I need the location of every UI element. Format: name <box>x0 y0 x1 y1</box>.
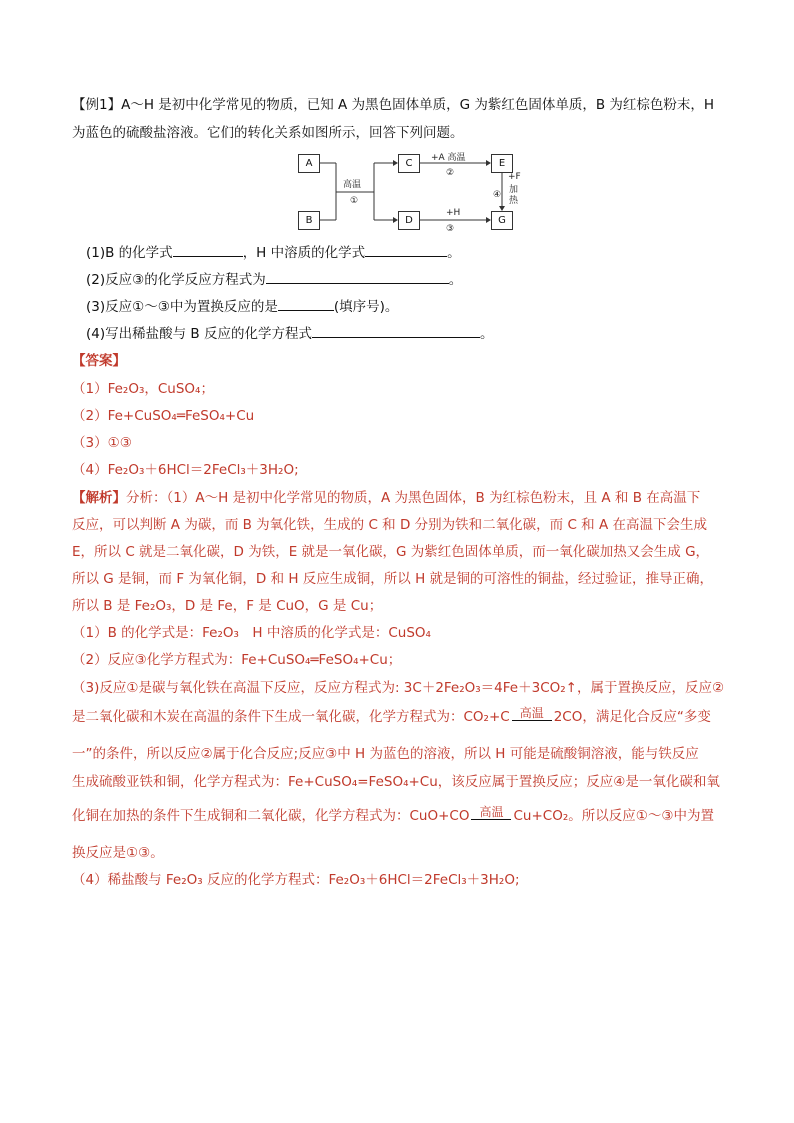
answer-blank-3[interactable] <box>278 297 334 311</box>
analysis-step-3d: 生成硫酸亚铁和铜，化学方程式为：Fe+CuSO₄=FeSO₄+Cu，该反应属于置换反应；反应④是一氧化碳和氧 <box>72 774 720 790</box>
reaction-4-reagent: +F <box>508 172 521 182</box>
answer-blank-1a[interactable] <box>173 243 243 257</box>
analysis-line-3: E，所以 C 就是二氧化碳，D 为铁，E 就是一氧化碳，G 为紫红色固体单质，而一氧化碳加热又会生成 G， <box>72 544 710 560</box>
analysis-step-3e: 化铜在加热的条件下生成铜和二氧化碳，化学方程式为：CuO+CO 高温 Cu+CO₂。所以反应①～③中为置 <box>72 805 714 824</box>
reaction-1-number: ① <box>350 196 359 206</box>
node-e: E <box>491 154 513 173</box>
conversion-diagram <box>296 152 536 234</box>
analysis-line-5: 所以 B 是 Fe₂O₃，D 是 Fe，F 是 CuO，G 是 Cu； <box>72 598 383 614</box>
reaction-1-condition: 高温 <box>343 180 362 190</box>
node-c: C <box>398 154 420 173</box>
answer-blank-2[interactable] <box>266 270 449 284</box>
high-temp-condition-2: 高温 <box>471 806 511 826</box>
answer-4: （4）Fe₂O₃＋6HCl＝2FeCl₃＋3H₂O; <box>72 462 299 478</box>
analysis-step-1: （1）B 的化学式是：Fe₂O₃ H 中溶质的化学式是：CuSO₄ <box>72 625 431 641</box>
node-d: D <box>398 211 420 230</box>
analysis-line-4: 所以 G 是铜，而 F 为氧化铜，D 和 H 反应生成铜，所以 H 就是铜的可溶性的铜盐，经过验证，推导正确， <box>72 571 714 587</box>
node-a: A <box>298 154 320 173</box>
question-line-1: 【例1】A～H 是初中化学常见的物质，已知 A 为黑色固体单质，G 为紫红色固体单质，B 为红棕色粉末，H <box>72 97 715 113</box>
sub-question-1: (1)B 的化学式 ，H 中溶质的化学式 。 <box>86 245 461 261</box>
reaction-4-condition-b: 热 <box>509 196 519 206</box>
sub-question-4: (4)写出稀盐酸与 B 反应的化学方程式 。 <box>86 326 494 342</box>
answer-heading: 【答案】 <box>72 353 126 369</box>
answer-blank-4[interactable] <box>312 324 480 338</box>
sub-question-3: (3)反应①～③中为置换反应的是 (填序号)。 <box>86 299 399 315</box>
analysis-step-3c: 一”的条件，所以反应②属于化合反应;反应③中 H 为蓝色的溶液，所以 H 可能是硫酸铜溶液，能与铁反应 <box>72 746 699 762</box>
answer-blank-1b[interactable] <box>365 243 447 257</box>
question-line-2: 为蓝色的硫酸盐溶液。它们的转化关系如图所示，回答下列问题。 <box>72 125 464 141</box>
analysis-heading: 【解析】 <box>72 490 126 506</box>
analysis-step-3f: 换反应是①③。 <box>72 845 164 861</box>
analysis-step-3: （3)反应①是碳与氧化铁在高温下反应，反应方程式为: 3C＋2Fe₂O₃＝4Fe＋3CO₂↑，属于置换反应，反应② <box>72 680 725 696</box>
analysis-step-4: （4）稀盐酸与 Fe₂O₃ 反应的化学方程式：Fe₂O₃＋6HCl＝2FeCl₃＋3H₂O; <box>72 872 520 888</box>
example-label: 【例1】 <box>72 97 122 113</box>
node-g: G <box>491 211 513 230</box>
reaction-4-condition-a: 加 <box>509 185 519 195</box>
analysis-line-1: 【解析】分析：（1）A～H 是初中化学常见的物质，A 为黑色固体，B 为红棕色粉末，且 A 和 B 在高温下 <box>72 490 701 506</box>
answer-1: （1）Fe₂O₃，CuSO₄； <box>72 381 214 397</box>
answer-3: （3）①③ <box>72 435 132 451</box>
reaction-3-condition: +H <box>446 208 461 218</box>
analysis-step-3b: 是二氧化碳和木炭在高温的条件下生成一氧化碳，化学方程式为：CO₂+C 高温 2CO，满足化合反应“多变 <box>72 706 711 725</box>
reaction-2-condition: +A 高温 <box>431 153 466 163</box>
sub-question-2: (2)反应③的化学反应方程式为 。 <box>86 272 463 288</box>
answer-2: （2）Fe+CuSO₄═FeSO₄+Cu <box>72 408 255 424</box>
analysis-step-2: （2）反应③化学方程式为：Fe+CuSO₄═FeSO₄+Cu； <box>72 652 402 668</box>
reaction-3-number: ③ <box>446 224 455 234</box>
high-temp-condition: 高温 <box>512 707 552 727</box>
analysis-line-2: 反应，可以判断 A 为碳，而 B 为氧化铁，生成的 C 和 D 分别为铁和二氧化碳，而 C 和 A 在高温下会生成 <box>72 517 707 533</box>
reaction-2-number: ② <box>446 168 455 178</box>
node-b: B <box>298 211 320 230</box>
reaction-4-number: ④ <box>493 190 502 200</box>
